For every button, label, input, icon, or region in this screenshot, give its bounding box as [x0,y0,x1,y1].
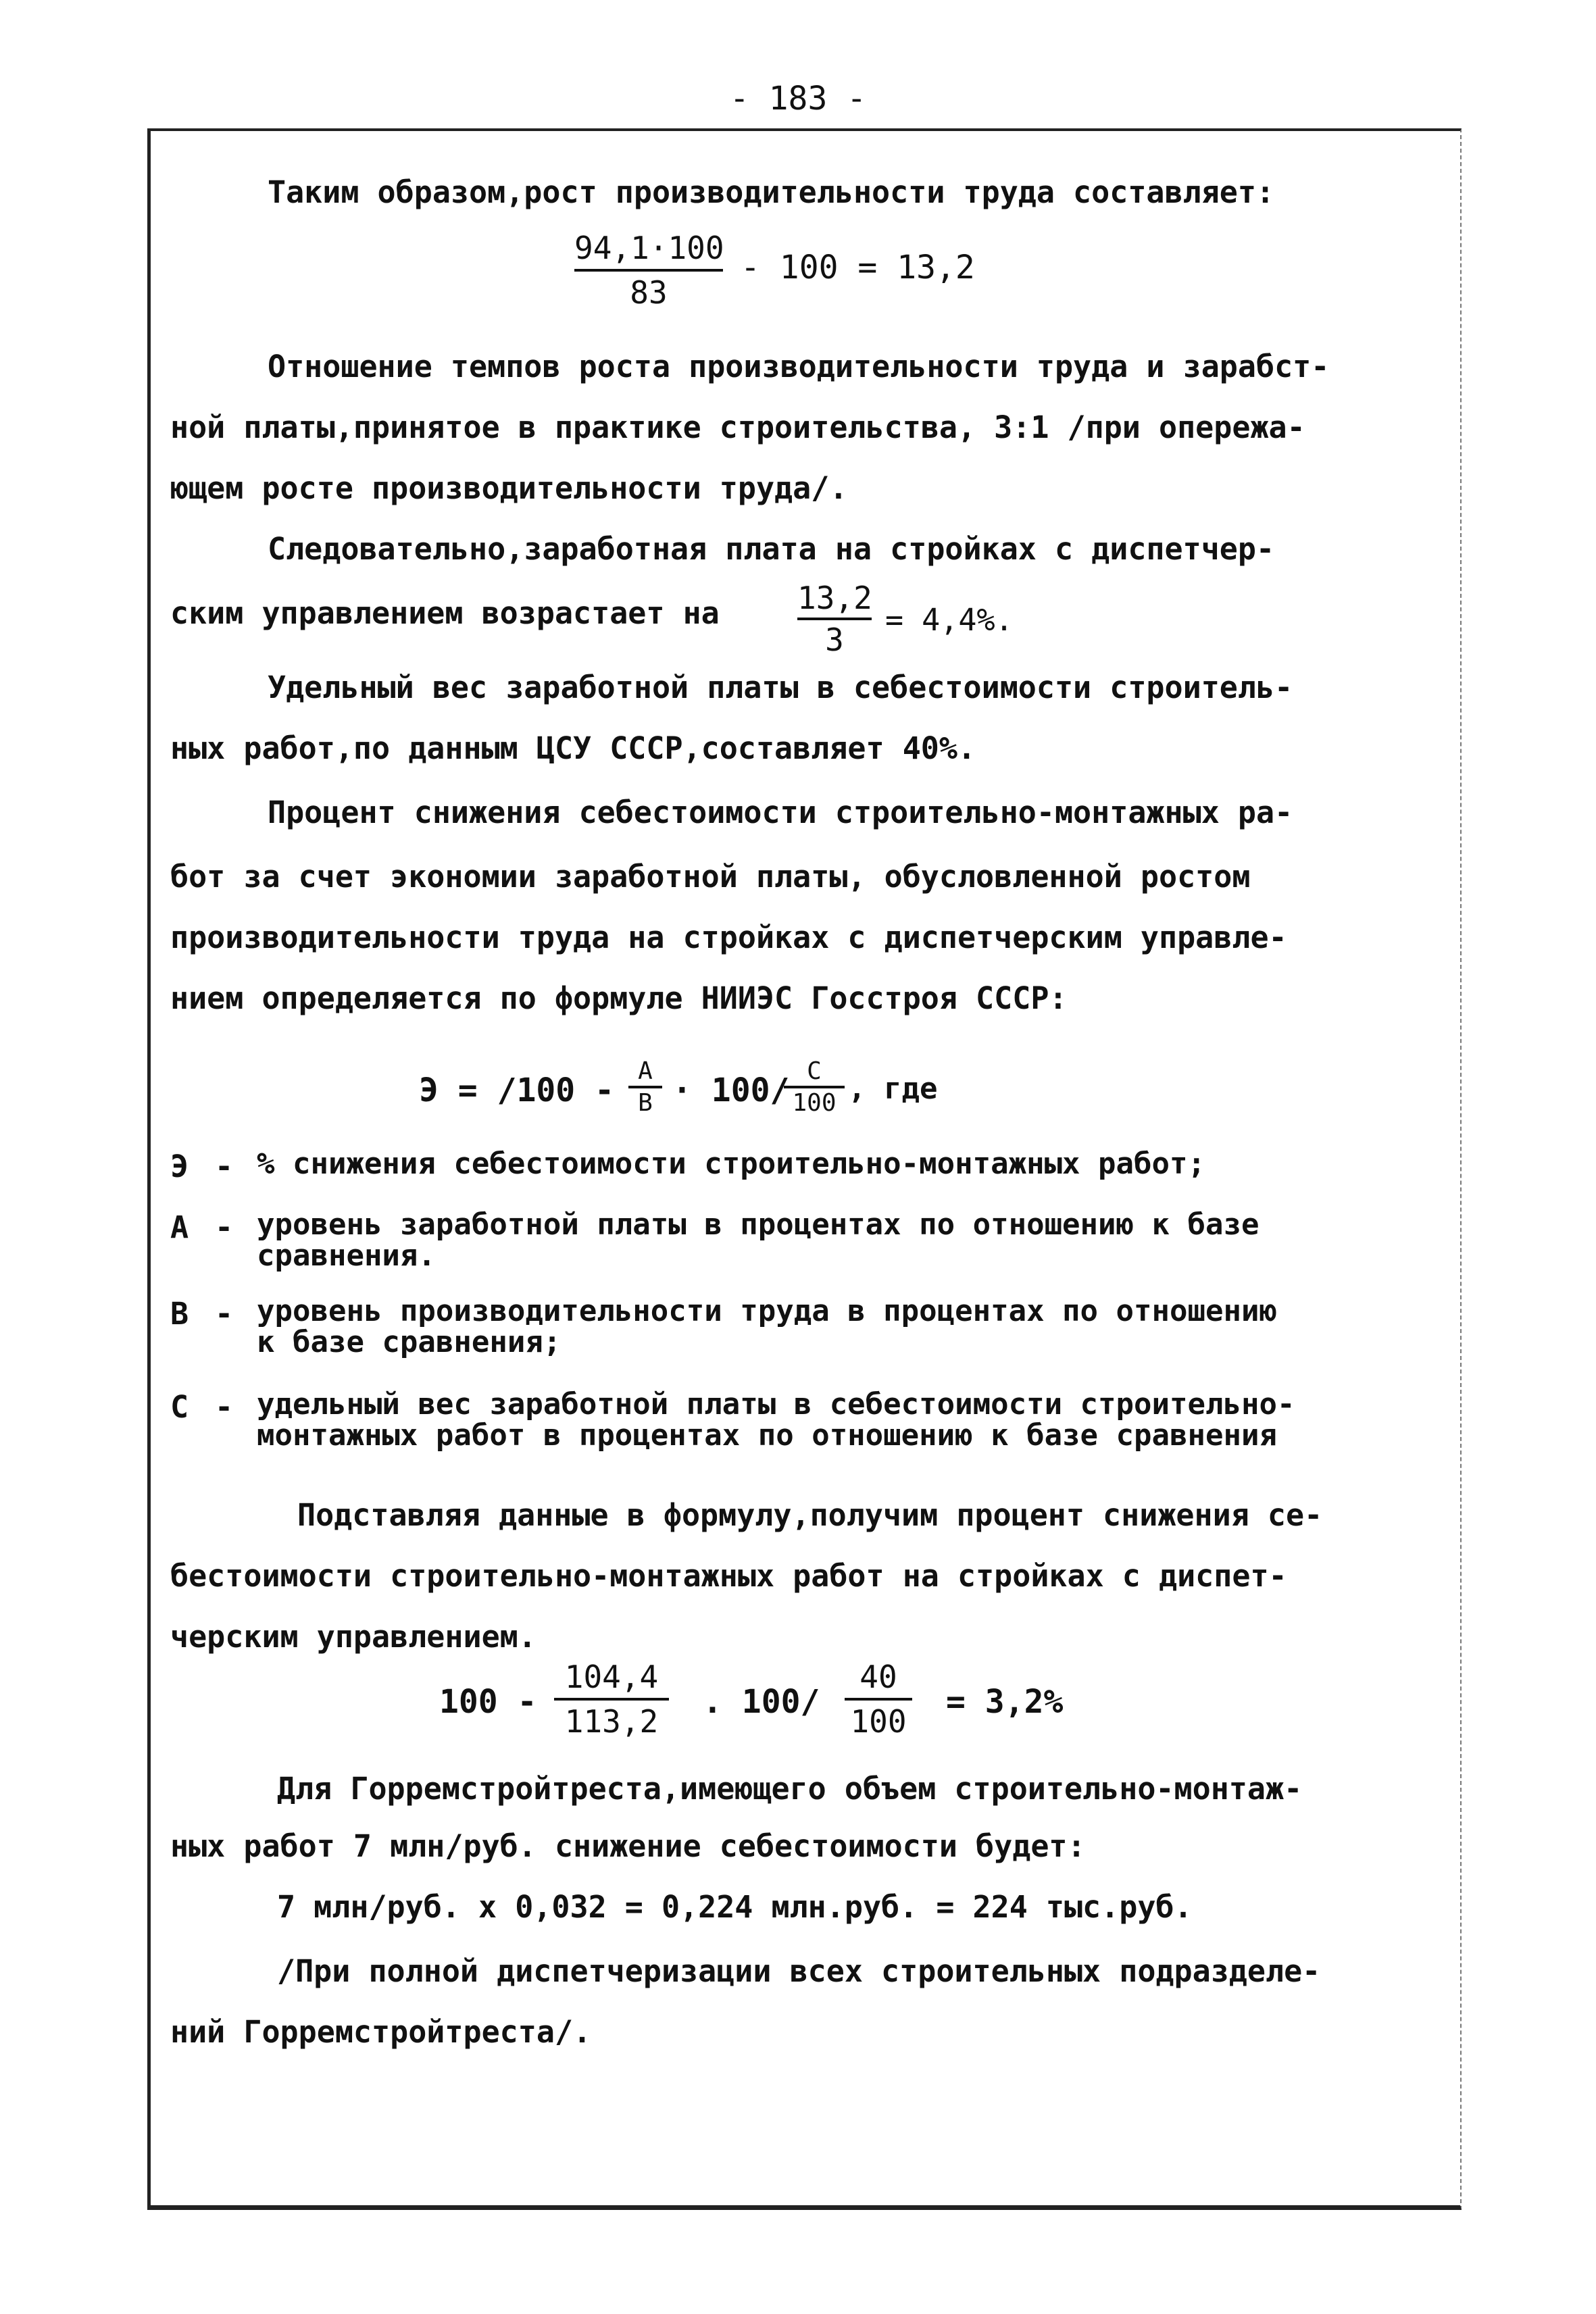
formula2-c-numerator: С [807,1057,822,1085]
formula3-fraction1 [554,1659,669,1740]
definition-line2: монтажных работ в процентах по отношению к базе сравнения [257,1418,1277,1453]
definition-line1: % снижения себестоимости строительно-монтажных работ; [257,1147,1205,1181]
para5-line2: бот за счет экономии заработной платы, обусловленной ростом [170,859,1251,895]
para2-line1: Отношение темпов роста производительности труда и зарабст- [268,349,1330,384]
para6-line2: бестоимости строительно-монтажных работ на стройках с диспет- [170,1558,1287,1594]
definition-line2: сравнения. [257,1238,436,1273]
para3-result: = 4,4%. [885,602,1014,638]
formula2-c-denominator: 100 [792,1089,837,1117]
formula2-where: , где [848,1072,938,1106]
definition-line1: уровень заработной платы в процентах по отношению к базе [257,1207,1260,1242]
definition-dash: - [215,1149,234,1184]
formula3-denominator2: 100 [850,1703,907,1740]
formula3-start: 100 - [439,1683,537,1721]
definition-line2: к базе сравнения; [257,1325,562,1359]
para6-line3: черским управлением. [170,1619,537,1655]
para8-line2: ний Горремстройтреста/. [170,2014,592,2050]
formula2-fraction-a [628,1057,662,1117]
formula2-fraction-c [784,1057,845,1117]
para7-line3: 7 млн/руб. х 0,032 = 0,224 млн.руб. = 224 тыс.руб. [277,1889,1193,1925]
definition-line1: удельный вес заработной платы в себестоимости строительно- [257,1387,1295,1422]
definition-dash: - [215,1389,234,1425]
para5-line1: Процент снижения себестоимости строительно-монтажных ра- [268,795,1293,830]
para3-frac-numerator: 13,2 [797,580,872,616]
para4-line1: Удельный вес заработной платы в себестоимости строитель- [268,670,1293,705]
para7-line2: ных работ 7 млн/руб. снижение себестоимости будет: [170,1828,1086,1864]
formula2-a-denominator: В [638,1089,653,1117]
para2-line2: ной платы,принятое в практике строительства, 3:1 /при опережа- [170,409,1305,445]
formula1-fraction [574,230,723,311]
intro-line: Таким образом,рост производительности труда составляет: [268,174,1275,210]
para8-line1: /При полной диспетчеризации всех строительных подразделе- [277,1953,1321,1989]
definition-line1: уровень производительности труда в процентах по отношению [257,1294,1277,1328]
formula3-fraction2 [845,1659,912,1740]
para3-frac-denominator: 3 [825,622,844,658]
formula3-numerator2: 40 [859,1659,897,1695]
formula2-mid: · 100/ [672,1072,790,1109]
definition-dash: - [215,1209,234,1245]
page-number: - 183 - [729,80,867,118]
definition-symbol: Э [170,1149,189,1184]
para4-line2: ных работ,по данным ЦСУ СССР,составляет 40%. [170,730,976,766]
formula1-numerator: 94,1·100 [574,230,724,266]
formula3-mid: . 100/ [703,1683,820,1721]
formula1-rest: - 100 = 13,2 [741,249,975,286]
formula2-start: Э = /100 - [419,1072,614,1109]
formula3-denominator1: 113,2 [564,1703,659,1740]
formula3-numerator1: 104,4 [564,1659,659,1695]
formula3-result: = 3,2% [946,1683,1064,1721]
para7-line1: Для Горремстройтреста,имеющего объем строительно-монтаж- [277,1771,1303,1807]
formula1-denominator: 83 [630,274,668,311]
para6-line1: Подставляя данные в формулу,получим процент снижения се- [297,1497,1323,1533]
para5-line4: нием определяется по формуле НИИЭС Госстроя СССР: [170,980,1068,1016]
para3-fraction [797,580,872,658]
para3-line2: ским управлением возрастает на [170,595,720,631]
definition-symbol: А [170,1209,189,1245]
para5-line3: производительности труда на стройках с диспетчерским управле- [170,920,1287,955]
definition-dash: - [215,1296,234,1332]
definition-symbol: В [170,1296,189,1332]
para3-line1: Следовательно,заработная плата на стройках с диспетчер- [268,531,1275,567]
formula2-a-numerator: А [638,1057,653,1085]
definition-symbol: С [170,1389,189,1425]
para2-line3: ющем росте производительности труда/. [170,470,848,506]
